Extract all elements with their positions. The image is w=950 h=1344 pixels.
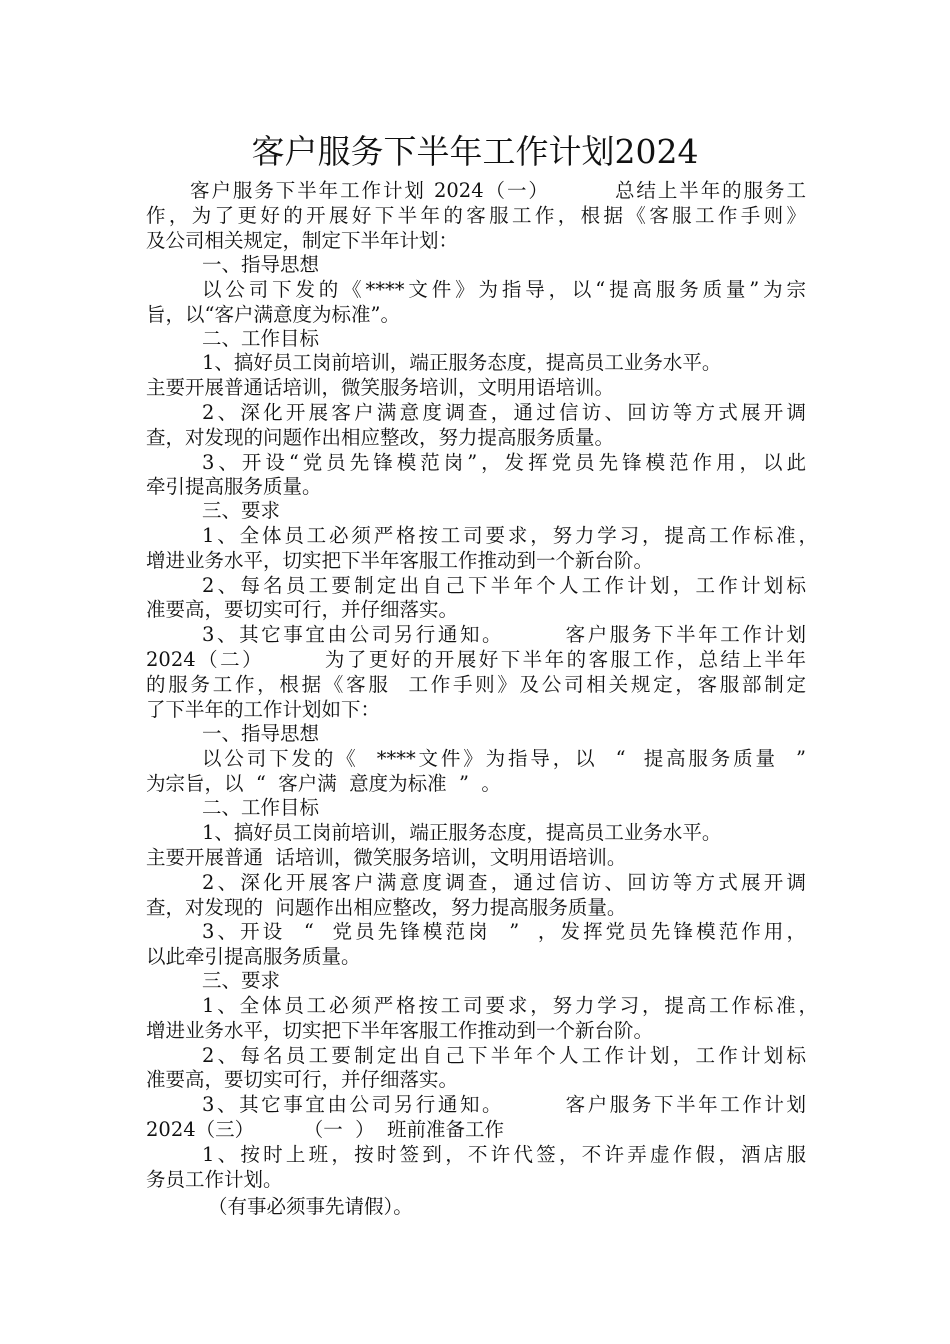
text-line: 1、按时上班，按时签到，不许代签，不许弄虚作假，酒店服 bbox=[202, 1143, 806, 1166]
text-line: 2、深化开展客户满意度调查，通过信访、回访等方式展开调 bbox=[202, 871, 806, 894]
text-line: 2、每名员工要制定出自己下半年个人工作计划，工作计划标 bbox=[202, 1044, 806, 1067]
text-line: 务员工作计划。 bbox=[146, 1168, 283, 1191]
text-line: 2、每名员工要制定出自己下半年个人工作计划，工作计划标 bbox=[202, 574, 806, 597]
text-line: 及公司相关规定，制定下半年计划： bbox=[146, 229, 459, 252]
text-line: 主要开展普通话培训，微笑服务培训，文明用语培训。 bbox=[146, 376, 615, 399]
text-line: 准要高，要切实可行，并仔细落实。 bbox=[146, 598, 459, 621]
text-line: 2、深化开展客户满意度调查，通过信访、回访等方式展开调 bbox=[202, 401, 806, 424]
text-line: 客户服务下半年工作计划 2024（一） 总结上半年的服务工 bbox=[190, 179, 806, 202]
text-line: 作，为了更好的开展好下半年的客服工作，根据《客服工作手则》 bbox=[146, 204, 806, 227]
section-heading: 二、工作目标 bbox=[202, 796, 320, 819]
text-line: 2024（三） （一 ） 班前准备工作 bbox=[146, 1118, 505, 1141]
text-line: 3、其它事宜由公司另行通知。 客户服务下半年工作计划 bbox=[202, 623, 806, 646]
text-line: 查，对发现的 问题作出相应整改，努力提高服务质量。 bbox=[146, 896, 627, 919]
text-line: 1、搞好员工岗前培训，端正服务态度，提高员工业务水平。 bbox=[202, 821, 722, 844]
text-line: 1、全体员工必须严格按工司要求，努力学习，提高工作标准， bbox=[202, 994, 818, 1017]
text-line: 以公司下发的《****文件》为指导，以“提高服务质量”为宗 bbox=[202, 278, 806, 301]
text-line: （有事必须事先请假）。 bbox=[208, 1195, 413, 1218]
text-line: 为宗旨，以 “ 客户满 意度为标准 ” 。 bbox=[146, 772, 501, 795]
text-line: 准要高，要切实可行，并仔细落实。 bbox=[146, 1068, 459, 1091]
text-line: 牵引提高服务质量。 bbox=[146, 475, 322, 498]
section-heading: 一、指导思想 bbox=[202, 722, 320, 745]
text-line: 查，对发现的问题作出相应整改，努力提高服务质量。 bbox=[146, 426, 615, 449]
section-heading: 二、工作目标 bbox=[202, 327, 320, 350]
text-line: 主要开展普通 话培训，微笑服务培训，文明用语培训。 bbox=[146, 846, 627, 869]
section-heading: 三、要求 bbox=[202, 499, 281, 522]
text-line: 3、开设“党员先锋模范岗”，发挥党员先锋模范作用，以此 bbox=[202, 451, 806, 474]
text-line: 3、开设 “ 党员先锋模范岗 ” ，发挥党员先锋模范作用， bbox=[202, 920, 806, 943]
text-line: 以公司下发的《 ****文件》为指导，以 “ 提高服务质量 ” bbox=[202, 747, 806, 770]
document-title: 客户服务下半年工作计划2024 bbox=[251, 132, 699, 171]
text-line: 2024（二） 为了更好的开展好下半年的客服工作，总结上半年 bbox=[146, 648, 806, 671]
text-line: 1、搞好员工岗前培训，端正服务态度，提高员工业务水平。 bbox=[202, 351, 722, 374]
text-line: 旨，以“客户满意度为标准”。 bbox=[146, 303, 400, 326]
text-line: 增进业务水平，切实把下半年客服工作推动到一个新台阶。 bbox=[146, 549, 654, 572]
text-line: 增进业务水平，切实把下半年客服工作推动到一个新台阶。 bbox=[146, 1019, 654, 1042]
section-heading: 三、要求 bbox=[202, 969, 281, 992]
text-line: 的服务工作，根据《客服 工作手则》及公司相关规定，客服部制定 bbox=[146, 673, 806, 696]
text-line: 了下半年的工作计划如下： bbox=[146, 698, 381, 721]
section-heading: 一、指导思想 bbox=[202, 253, 320, 276]
text-line: 以此牵引提高服务质量。 bbox=[146, 945, 361, 968]
text-line: 1、全体员工必须严格按工司要求，努力学习，提高工作标准， bbox=[202, 524, 818, 547]
text-line: 3、其它事宜由公司另行通知。 客户服务下半年工作计划 bbox=[202, 1093, 806, 1116]
